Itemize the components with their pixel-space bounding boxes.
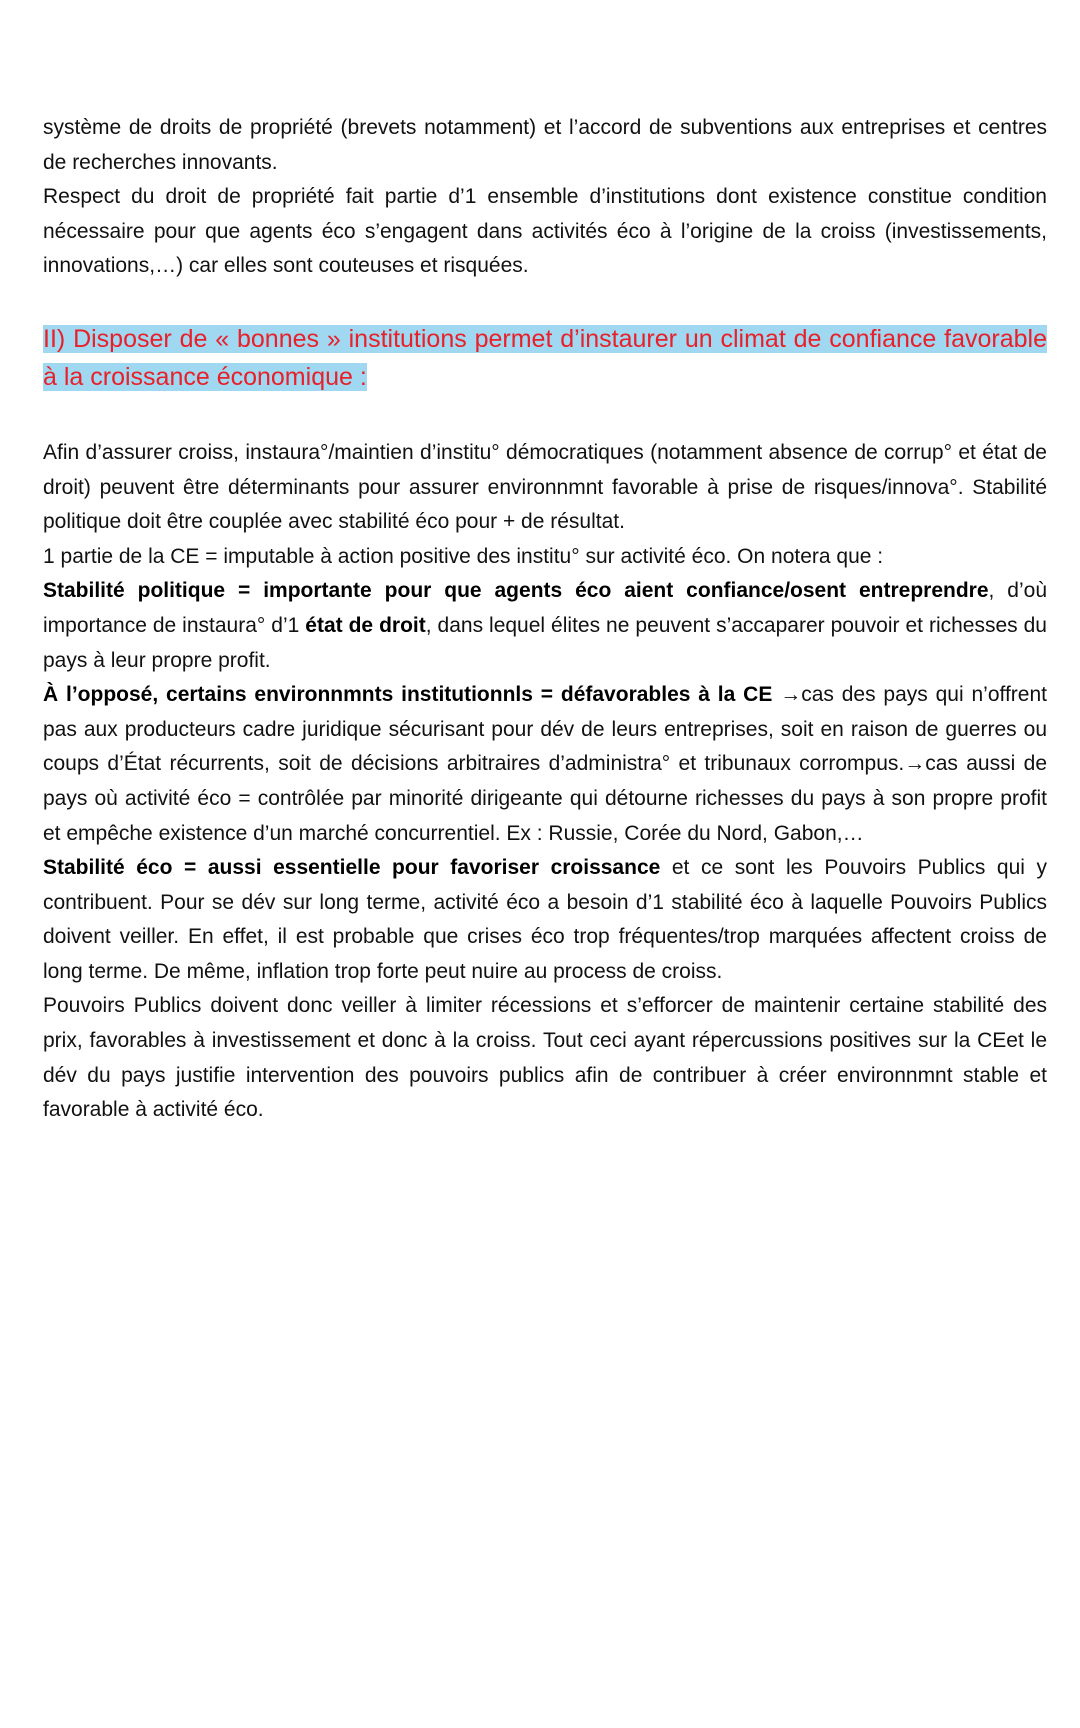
body-paragraph-4 — [43, 678, 1047, 851]
body-paragraph-4-text: →cas des pays qui n’offrent pas aux producteurs cadre juridique sécurisant pour dév de leurs entreprises, soit en raison de guerres ou coups d’État récurrents, soit de décisions arbitraires d’administra° et tribunaux corrompus.→cas aussi de pays où activité éco = contrôlée par minorité dirigeante qui détourne richesses du pays à son propre profit et empêche existence d’un marché concurrentiel. Ex : Russie, Corée du Nord, Gabon,… — [43, 683, 1047, 845]
body-paragraph-2: 1 partie de la CE = imputable à action positive des institu° sur activité éco. On notera que : — [43, 544, 884, 568]
rule-of-law-bold: état de droit — [305, 613, 426, 637]
intro-paragraph-1: système de droits de propriété (brevets notamment) et l’accord de subventions aux entreprises et centres de recherches innovants. — [43, 116, 1047, 174]
economic-stability-bold: Stabilité éco = aussi essentielle pour favoriser croissance — [43, 856, 661, 880]
unfavorable-environments-bold: À l’opposé, certains environnmnts institutionnls = défavorables à la CE — [43, 683, 773, 707]
document-page — [43, 111, 1047, 1128]
body-paragraph-1: Afin d’assurer croiss, instaura°/maintien d’institu° démocratiques (notamment absence de corrup° et état de droit) peuvent être déterminants pour assurer environnmnt favorable à prise de risques/innova°. Stabilité politique doit être couplée avec stabilité éco pour + de résultat. — [43, 440, 1047, 534]
body-paragraph-3 — [43, 574, 1047, 678]
political-stability-bold: Stabilité politique = importante pour que agents éco aient confiance/osent entreprendre — [43, 579, 989, 603]
body-paragraph-5-text: et ce sont les Pouvoirs Publics qui y contribuent. Pour se dév sur long terme, activité éco a besoin d’1 stabilité éco à laquelle Pouvoirs Publics doivent veiller. En effet, il est probable que crises éco trop fréquentes/trop marquées affectent croiss de long terme. De même, inflation trop forte peut nuire au process de croiss. — [43, 856, 1047, 983]
body-paragraph-5 — [43, 851, 1047, 989]
section-heading-text: II) Disposer de « bonnes » institutions permet d’instaurer un climat de confiance favorable à la croissance économique : — [43, 324, 1047, 391]
body-paragraph-6: Pouvoirs Publics doivent donc veiller à limiter récessions et s’efforcer de maintenir certaine stabilité des prix, favorables à investissement et donc à la croiss. Tout ceci ayant répercussions positives sur la CEet le dév du pays justifie intervention des pouvoirs publics afin de contribuer à créer environnmnt stable et favorable à activité éco. — [43, 994, 1047, 1122]
body-paragraph-3-mid: , d’où importance de instaura° d’1 — [43, 579, 1047, 637]
intro-paragraph-2: Respect du droit de propriété fait partie d’1 ensemble d’institutions dont existence constitue condition nécessaire pour que agents éco s’engagent dans activités éco à l’origine de la croiss (investissements, innovations,…) car elles sont couteuses et risquées. — [43, 185, 1047, 278]
section-heading — [43, 320, 1047, 396]
body-paragraph-3-end: , dans lequel élites ne peuvent s’accaparer pouvoir et richesses du pays à leur propre profit. — [43, 613, 1047, 672]
